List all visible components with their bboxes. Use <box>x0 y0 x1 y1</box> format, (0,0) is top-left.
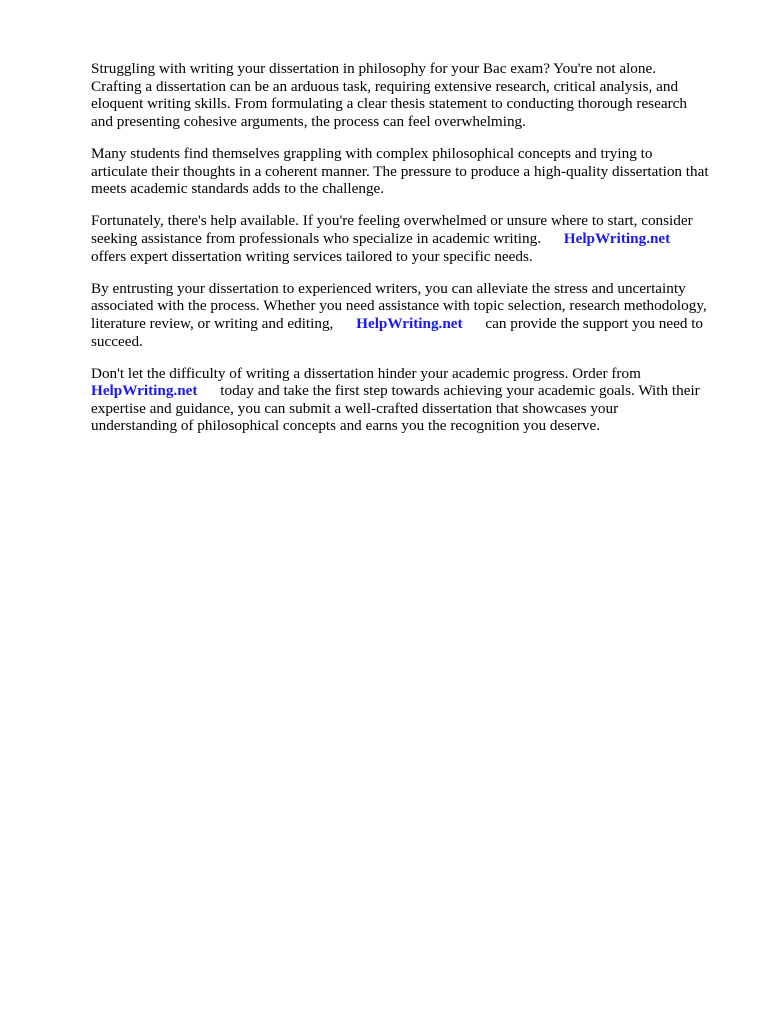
text-line: By entrusting your dissertation to experienced writers, you can alleviate the stress and uncertainty <box>91 279 686 297</box>
paragraph-help <box>91 212 731 265</box>
helpwriting-link[interactable]: HelpWriting.net <box>356 314 463 332</box>
text-line: Don't let the difficulty of writing a dissertation hinder your academic progress. Order from <box>91 364 641 382</box>
text-segment: seeking assistance from professionals who specialize in academic writing. <box>91 229 564 247</box>
document-body <box>91 60 731 450</box>
text-segment: today and take the first step towards achieving your academic goals. With their <box>197 382 700 400</box>
text-line: and presenting cohesive arguments, the process can feel overwhelming. <box>91 112 526 130</box>
text-line: offers expert dissertation writing services tailored to your specific needs. <box>91 247 533 265</box>
paragraph-call-to-action <box>91 365 731 435</box>
paragraph-intro <box>91 60 731 130</box>
text-segment: literature review, or writing and editing, <box>91 314 357 332</box>
text-line: Struggling with writing your dissertation in philosophy for your Bac exam? You're not alone. <box>91 60 657 77</box>
text-line <box>91 230 731 248</box>
helpwriting-link[interactable]: HelpWriting.net <box>91 382 198 400</box>
text-line: associated with the process. Whether you need assistance with topic selection, research methodology, <box>91 297 707 315</box>
text-line: expertise and guidance, you can submit a well-crafted dissertation that showcases your <box>91 399 619 417</box>
text-line: Fortunately, there's help available. If you're feeling overwhelmed or unsure where to start, consider <box>91 212 693 230</box>
paragraph-challenges <box>91 145 731 198</box>
text-line: succeed. <box>91 332 143 350</box>
helpwriting-link[interactable]: HelpWriting.net <box>563 229 671 247</box>
text-line: understanding of philosophical concepts and earns you the recognition you deserve. <box>91 417 601 435</box>
text-line: eloquent writing skills. From formulating a clear thesis statement to conducting thorough research <box>91 95 687 113</box>
text-segment: can provide the support you need to <box>462 314 704 332</box>
text-line: articulate their thoughts in a coherent manner. The pressure to produce a high-quality dissertation that <box>91 162 709 180</box>
text-line: Crafting a dissertation can be an arduous task, requiring extensive research, critical analysis, and <box>91 77 679 95</box>
text-line: meets academic standards adds to the challenge. <box>91 180 385 198</box>
text-line: Many students find themselves grappling with complex philosophical concepts and trying to <box>91 144 653 162</box>
paragraph-entrusting <box>91 280 731 350</box>
text-line <box>91 382 731 400</box>
text-line <box>91 315 731 333</box>
